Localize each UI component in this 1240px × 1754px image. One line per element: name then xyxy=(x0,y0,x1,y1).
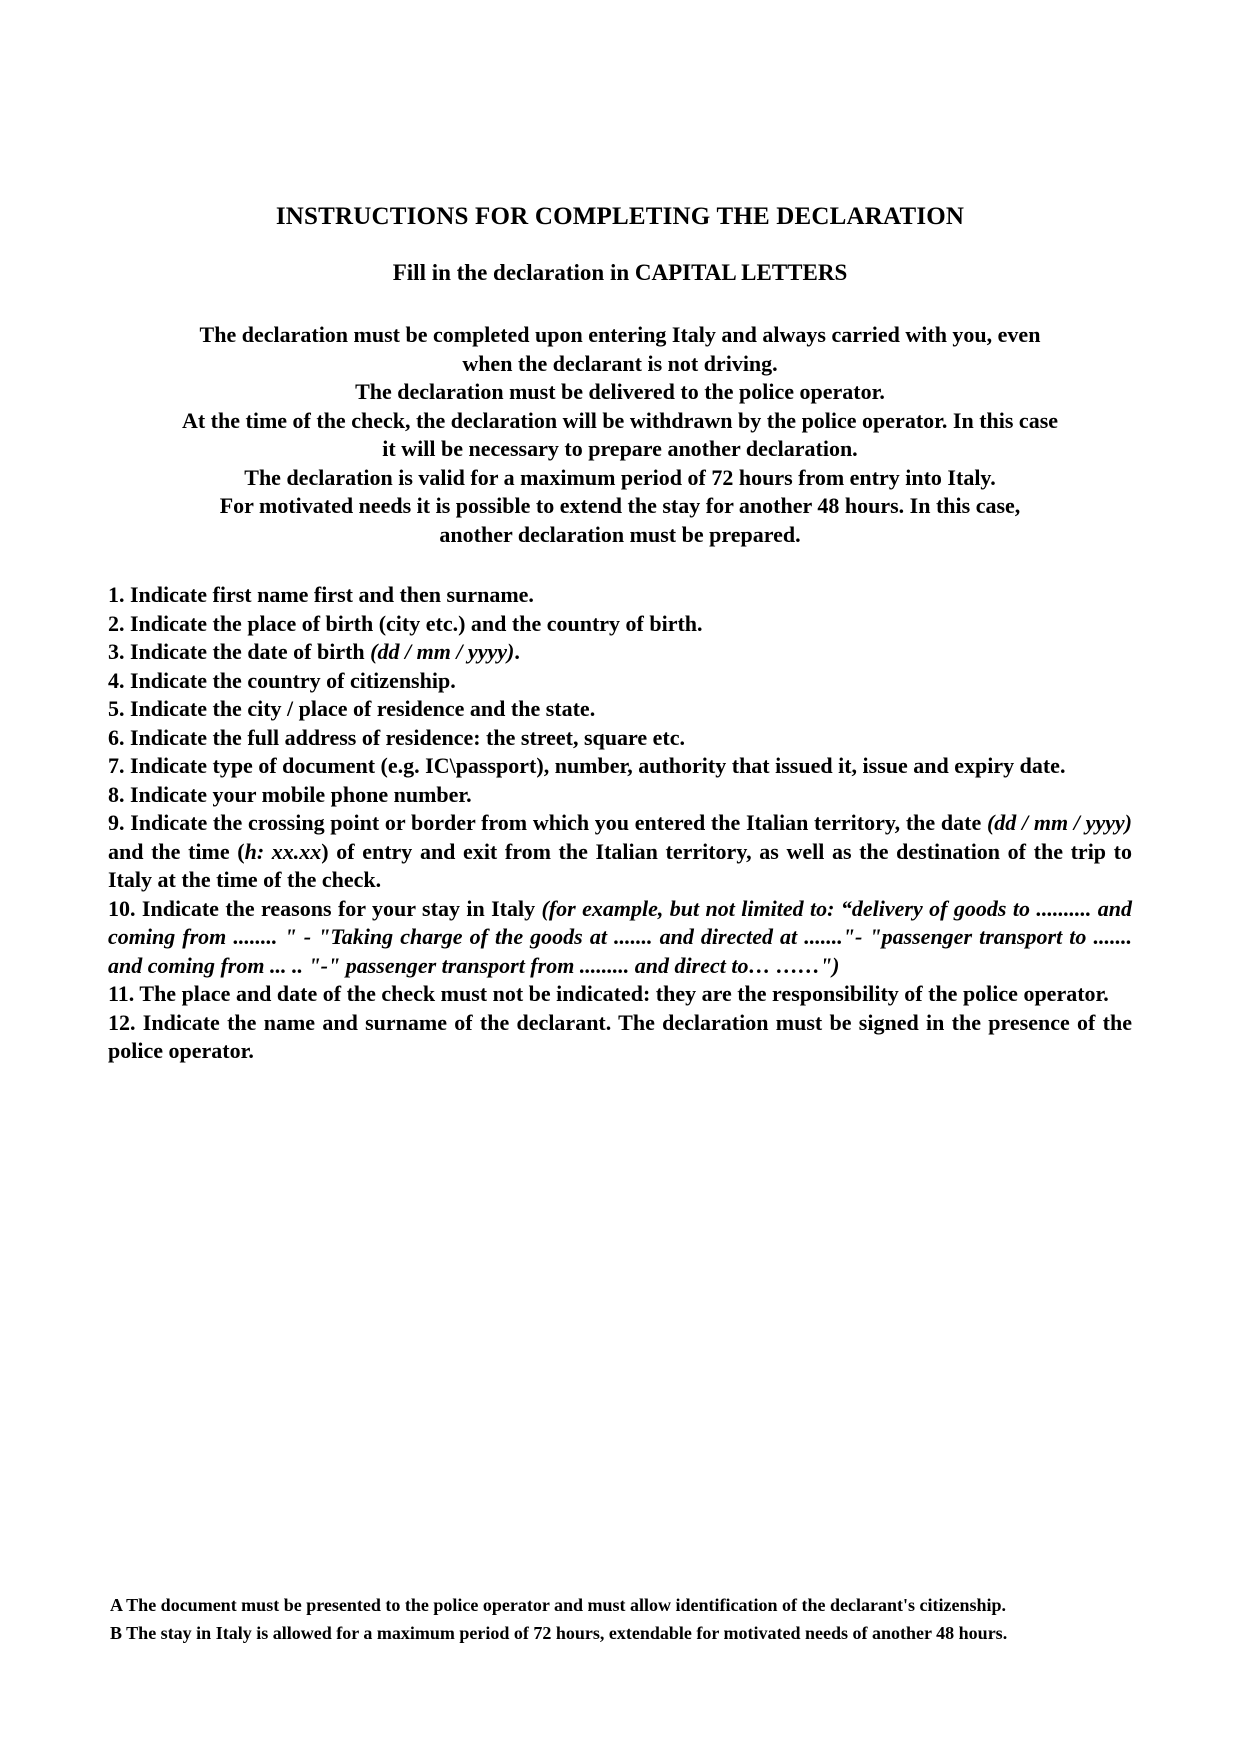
instructions-list xyxy=(108,581,1132,1066)
intro-line: At the time of the check, the declaration will be withdrawn by the police operator. In this case xyxy=(181,407,1059,433)
instruction-text-segment: ) of entry and exit from the Italian territory, as well as the destination of the trip to Italy at the time of the check. xyxy=(108,838,1133,892)
instruction-text-segment: 6. Indicate the full address of residence: the street, square etc. xyxy=(108,724,686,750)
intro-line: For motivated needs it is possible to extend the stay for another 48 hours. In this case, xyxy=(219,493,1021,518)
intro-line: another declaration must be prepared. xyxy=(439,521,801,547)
instruction-text-segment: and the time ( xyxy=(108,838,245,864)
instruction-text-segment: (dd / mm / yyyy) xyxy=(986,810,1132,835)
footnotes xyxy=(110,1591,1170,1647)
document-subtitle: Fill in the declaration in CAPITAL LETTERS xyxy=(392,260,848,285)
footnote-line: B The stay in Italy is allowed for a maximum period of 72 hours, extendable for motivated needs of another 48 hours. xyxy=(110,1623,1008,1643)
document-title: INSTRUCTIONS FOR COMPLETING THE DECLARATION xyxy=(275,203,965,230)
instruction-text-segment: . xyxy=(514,639,520,664)
instruction-text-segment: 4. Indicate the country of citizenship. xyxy=(108,667,456,693)
footnote-line: A The document must be presented to the police operator and must allow identification of the declarant's citizenship. xyxy=(110,1595,1006,1615)
intro-line: it will be necessary to prepare another declaration. xyxy=(382,436,858,461)
instruction-item xyxy=(108,724,1132,753)
instruction-text-segment: 7. Indicate type of document (e.g. IC\passport), number, authority that issued it, issue and expiry date. xyxy=(108,753,1066,778)
intro-line: The declaration must be delivered to the police operator. xyxy=(355,379,885,404)
instruction-item xyxy=(108,809,1132,895)
intro-paragraph xyxy=(108,321,1132,549)
instruction-item xyxy=(108,895,1132,981)
instruction-item xyxy=(108,1009,1132,1066)
instruction-text-segment: 3. Indicate the date of birth xyxy=(108,639,371,664)
instruction-text-segment: 2. Indicate the place of birth (city etc.) and the country of birth. xyxy=(108,610,703,636)
instruction-text-segment: 12. Indicate the name and surname of the declarant. The declaration must be signed in the presence of the police operator. xyxy=(108,1009,1132,1063)
instruction-item xyxy=(108,781,1132,810)
instruction-item xyxy=(108,752,1132,781)
instruction-item xyxy=(108,980,1132,1009)
instruction-text-segment: 8. Indicate your mobile phone number. xyxy=(108,781,472,807)
instruction-item xyxy=(108,610,1132,639)
instruction-text-segment: h: xx.xx xyxy=(244,838,322,864)
instruction-item xyxy=(108,581,1132,610)
instruction-item xyxy=(108,695,1132,724)
intro-line: when the declarant is not driving. xyxy=(462,350,778,376)
instruction-text-segment: (for example, but not limited to: “delivery of goods to .......... and coming from ........ " - "Taking charge of the goods at ....... and directed at ......."- "passenger transport to ....... and coming from ... .. "-" passenger transport from ......... and direct to… ……") xyxy=(108,895,1132,978)
instruction-text-segment: 11. The place and date of the check must not be indicated: they are the responsibility of the police operator. xyxy=(108,981,1109,1006)
instruction-text-segment: 5. Indicate the city / place of residence and the state. xyxy=(108,696,596,721)
instruction-item xyxy=(108,638,1132,667)
instruction-text-segment: 9. Indicate the crossing point or border from which you entered the Italian territory, the date xyxy=(108,810,987,835)
instruction-item xyxy=(108,667,1132,696)
intro-line: The declaration is valid for a maximum period of 72 hours from entry into Italy. xyxy=(244,464,996,490)
instruction-text-segment: 10. Indicate the reasons for your stay in Italy xyxy=(108,895,542,921)
intro-line: The declaration must be completed upon entering Italy and always carried with you, even xyxy=(199,322,1041,347)
instruction-text-segment: (dd / mm / yyyy) xyxy=(370,639,515,664)
instruction-text-segment: 1. Indicate first name first and then surname. xyxy=(108,582,534,607)
